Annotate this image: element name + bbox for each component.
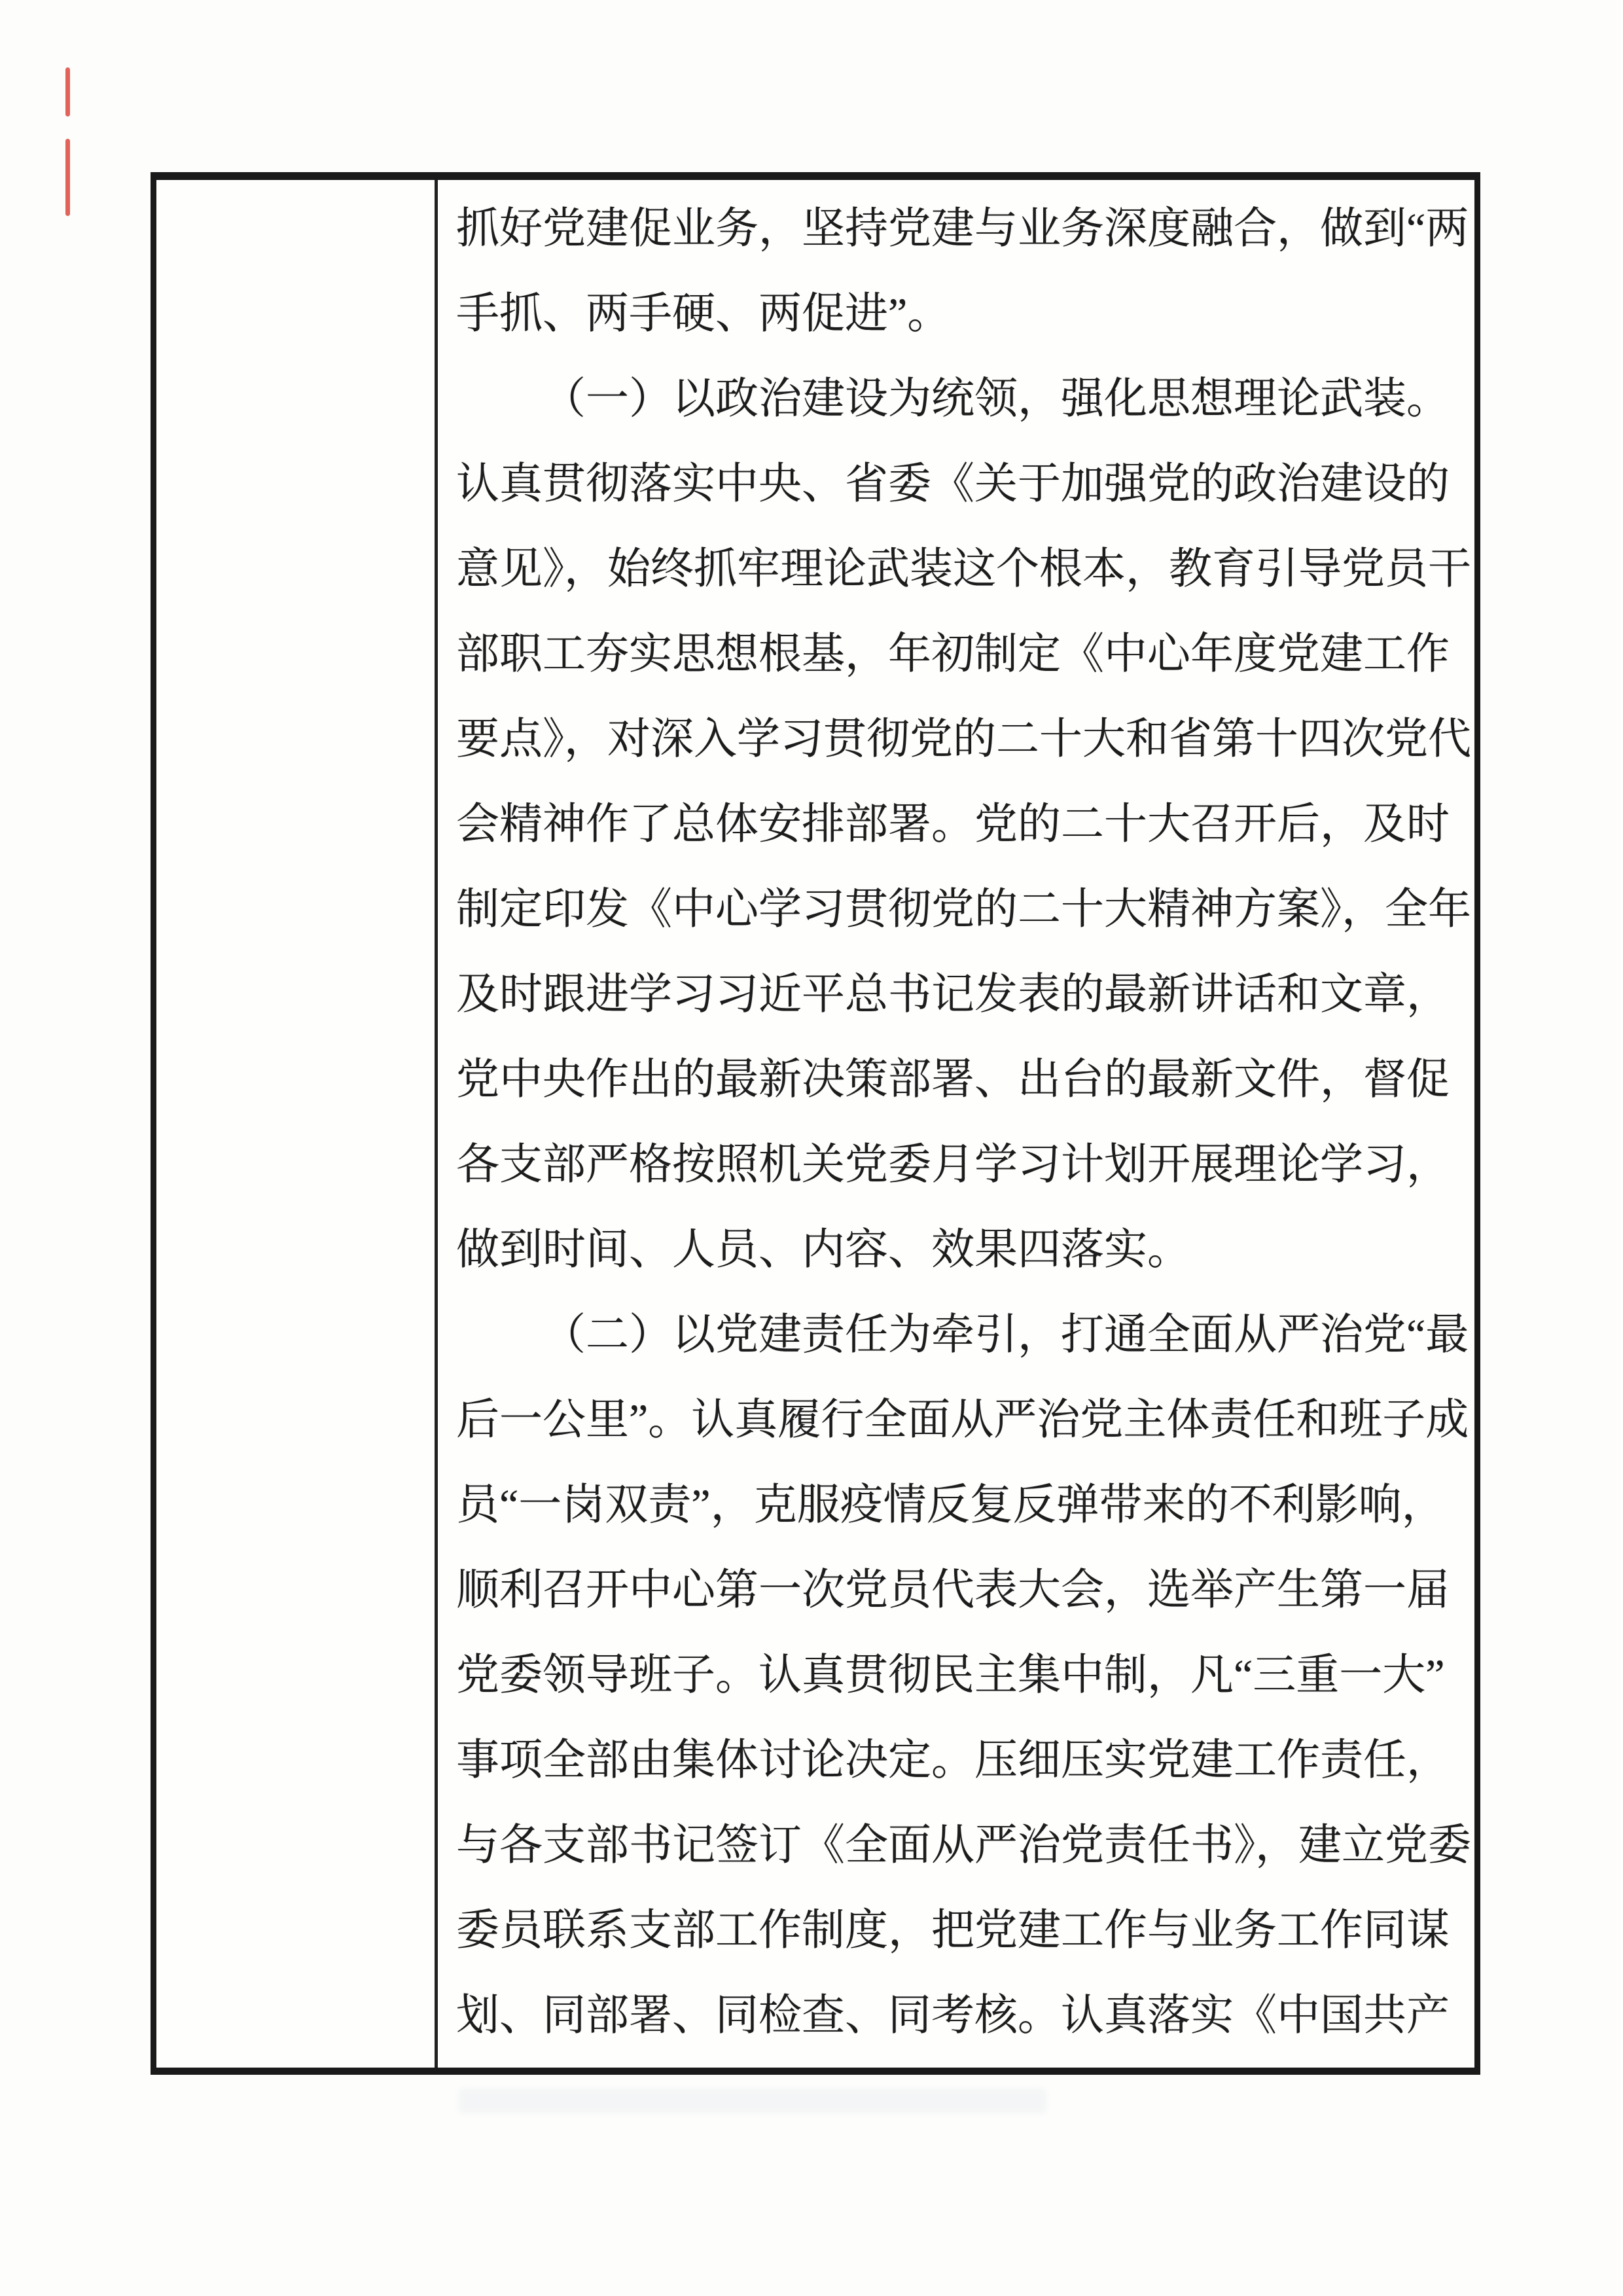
bleed-through-smudge (458, 2088, 1047, 2114)
table-left-cell (156, 180, 438, 2068)
text-line: 划、同部署、同检查、同考核。认真落实《中国共产 (456, 1992, 1450, 2039)
text-line: 认真贯彻落实中央、省委《关于加强党的政治建设的 (456, 460, 1450, 508)
scan-artifact-red-streak (65, 67, 70, 117)
text-line: 部职工夯实思想根基，年初制定《中心年度党建工作 (456, 630, 1450, 678)
scan-artifact-red-streak (65, 139, 70, 216)
text-line: （二）以党建责任为牵引，打通全面从严治党“最 (543, 1311, 1469, 1359)
text-line: 及时跟进学习习近平总书记发表的最新讲话和文章， (456, 971, 1450, 1018)
text-line: 制定印发《中心学习贯彻党的二十大精神方案》，全年 (456, 886, 1471, 933)
text-line: 各支部严格按照机关党委月学习计划开展理论学习， (456, 1141, 1450, 1189)
text-line: 顺利召开中心第一次党员代表大会，选举产生第一届 (456, 1566, 1450, 1614)
text-line: 做到时间、人员、内容、效果四落实。 (456, 1226, 1190, 1274)
text-line: 意见》，始终抓牢理论武装这个根本，教育引导党员干 (456, 545, 1471, 593)
text-line: 抓好党建促业务，坚持党建与业务深度融合，做到“两 (456, 205, 1469, 253)
text-line: 要点》，对深入学习贯彻党的二十大和省第十四次党代 (456, 715, 1471, 763)
text-line: 手抓、两手硬、两促进”。 (456, 290, 951, 338)
text-line: 员“一岗双责”，克服疫情反复反弹带来的不利影响， (456, 1481, 1445, 1529)
text-line: 事项全部由集体讨论决定。压细压实党建工作责任， (456, 1736, 1450, 1784)
text-line: （一）以政治建设为统领，强化思想理论武装。 (543, 375, 1450, 423)
text-line: 党委领导班子。认真贯彻民主集中制，凡“三重一大” (456, 1651, 1445, 1699)
text-line: 委员联系支部工作制度，把党建工作与业务工作同谋 (456, 1907, 1450, 1954)
table-body-cell (438, 180, 1474, 2068)
text-line: 与各支部书记签订《全面从严治党责任书》，建立党委 (456, 1821, 1471, 1869)
report-table (151, 172, 1480, 2075)
text-line: 后一公里”。认真履行全面从严治党主体责任和班子成 (456, 1396, 1469, 1444)
text-line: 党中央作出的最新决策部署、出台的最新文件，督促 (456, 1056, 1450, 1103)
text-line: 会精神作了总体安排部署。党的二十大召开后，及时 (456, 800, 1450, 848)
